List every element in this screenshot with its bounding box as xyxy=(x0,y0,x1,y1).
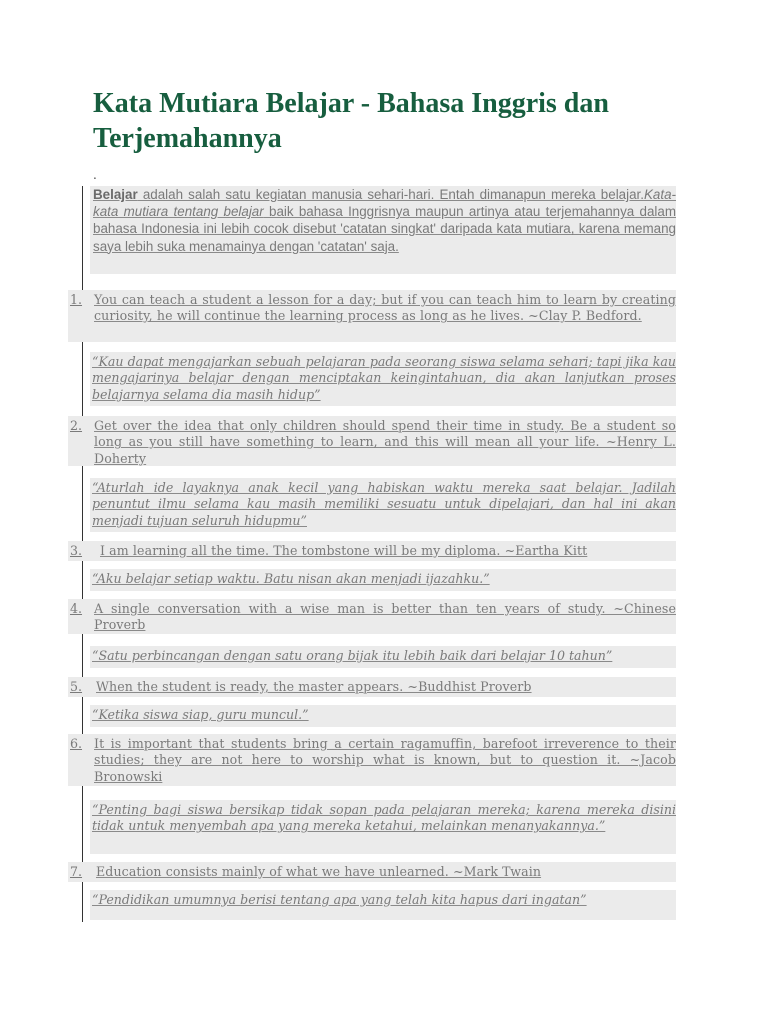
quote-translation: “Ketika siswa siap, guru muncul.” xyxy=(90,705,676,727)
quote-text: It is important that students bring a certain ragamuffin, barefoot irreverence to their studies; they are not here to worship what is known, but to question it. ~Jacob Bronowski xyxy=(90,734,676,786)
quote-text: You can teach a student a lesson for a day; but if you can teach him to learn by creating curiosity, he will continue the learning process as long as he lives. ~Clay P. Bedford. xyxy=(90,290,676,342)
list-number: 6. xyxy=(70,736,83,751)
quote-text: I am learning all the time. The tombstone will be my diploma. ~Eartha Kitt xyxy=(90,541,676,561)
list-number: 3. xyxy=(70,543,83,558)
list-number: 7. xyxy=(70,864,83,879)
quote-translation: “Aturlah ide layaknya anak kecil yang habiskan waktu mereka saat belajar. Jadilah penuntut ilmu selama kau masih memiliki sesuatu untuk dipelajari, dan hal ini akan menjadi tujuan seluruh hidupmu” xyxy=(90,478,676,532)
list-number: 2. xyxy=(70,418,83,433)
quote-translation: “Kau dapat mengajarkan sebuah pelajaran pada seorang siswa selama sehari; tapi jika kau mengajarinya belajar dengan menciptakan keingintahuan, dia akan lanjutkan proses belajarnya selama dia masih hidup” xyxy=(90,352,676,406)
page-title: Kata Mutiara Belajar - Bahasa Inggris dan Terjemahannya xyxy=(93,88,609,154)
intro-paragraph xyxy=(90,186,676,274)
quote-text: When the student is ready, the master appears. ~Buddhist Proverb xyxy=(90,677,676,697)
list-number: 5. xyxy=(70,679,83,694)
intro-text-1: adalah salah satu kegiatan manusia sehari-hari. Entah dimanapun mereka belajar. xyxy=(137,187,644,202)
quote-text: Education consists mainly of what we have unlearned. ~Mark Twain xyxy=(90,862,676,882)
intro-bold-word: Belajar xyxy=(93,187,138,202)
quote-text: Get over the idea that only children should spend their time in study. Be a student so long as you still have something to learn, and this will mean all your life. ~Henry L. Doherty xyxy=(90,416,676,466)
list-number: 4. xyxy=(70,601,83,616)
intro-text-2: baik bahasa Inggrisnya maupun artinya atau terjemahannya dalam bahasa Indonesia ini lebih cocok disebut 'catatan singkat' daripada kata mutiara, karena memang saya lebih suka menamainya dengan 'catatan' saja. xyxy=(93,204,676,254)
quote-translation: “Satu perbincangan dengan satu orang bijak itu lebih baik dari belajar 10 tahun” xyxy=(90,646,676,668)
dot-marker: . xyxy=(93,168,97,182)
intro-italic-link[interactable]: Kata-kata mutiara tentang belajar xyxy=(93,187,676,220)
quote-translation: “Penting bagi siswa bersikap tidak sopan pada pelajaran mereka; karena mereka disini tidak untuk menyembah apa yang mereka ketahui, melainkan menanyakannya.” xyxy=(90,800,676,854)
quote-text: A single conversation with a wise man is better than ten years of study. ~Chinese Proverb xyxy=(90,599,676,634)
quote-translation: “Pendidikan umumnya berisi tentang apa yang telah kita hapus dari ingatan” xyxy=(90,890,676,920)
list-number: 1. xyxy=(70,292,83,307)
quote-translation: “Aku belajar setiap waktu. Batu nisan akan menjadi ijazahku.” xyxy=(90,569,676,591)
